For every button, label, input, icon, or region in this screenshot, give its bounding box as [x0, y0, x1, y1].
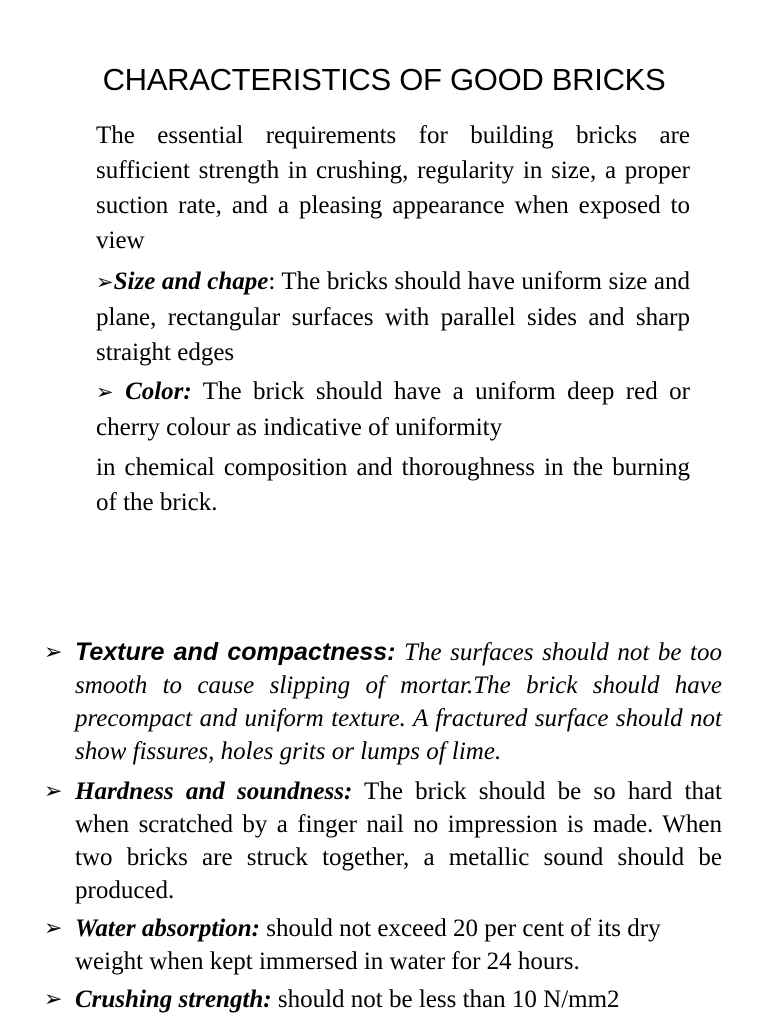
crushing-strength-item [44, 983, 722, 1016]
texture-item [44, 636, 722, 768]
water-absorption-item [44, 912, 722, 978]
color-item [96, 374, 690, 445]
arrow-bullet-icon: ➢ [44, 987, 63, 1012]
color-text: The brick should have a uniform deep red or cherry colour as indicative of uniformity [96, 378, 690, 441]
color-continued-paragraph: in chemical composition and thoroughness in the burning of the brick. [96, 454, 690, 516]
arrow-bullet-icon: ➢ [44, 916, 63, 941]
hardness-item [44, 775, 722, 907]
texture-text: The surfaces should not be too smooth to cause slipping of mortar.The brick should have precompact and uniform texture. A fractured surface should not show fissures, holes grits or lumps of lime. [75, 639, 722, 765]
crushing-label: Crushing strength: [75, 986, 272, 1013]
hardness-text: The brick should be so hard that when scratched by a finger nail no impression is made. When two bricks are struck together, a metallic sound should be produced. [75, 778, 722, 904]
arrow-bullet-icon: ➢ [96, 270, 114, 294]
page-title: CHARACTERISTICS OF GOOD BRICKS [102, 62, 666, 97]
size-shape-label: Size and chape [113, 268, 269, 295]
arrow-bullet-icon: ➢ [96, 380, 114, 404]
size-shape-item [96, 264, 690, 370]
intro-paragraph: The essential requirements for building bricks are sufficient strength in crushing, regularity in size, a proper suction rate, and a pleasing appearance when exposed to view [96, 122, 690, 254]
size-shape-separator: : [268, 268, 276, 295]
size-shape-text: The bricks should have uniform size and plane, rectangular surfaces with parallel sides and sharp straight edges [96, 268, 690, 366]
water-label: Water absorption: [75, 915, 260, 942]
texture-label: Texture and compactness: [75, 638, 396, 666]
crushing-text: should not be less than 10 N/mm2 [271, 986, 620, 1013]
water-text: should not exceed 20 per cent of its dry weight when kept immersed in water for 24 hours. [75, 915, 661, 975]
color-label: Color: [125, 378, 192, 405]
hardness-label: Hardness and soundness: [75, 778, 353, 805]
arrow-bullet-icon: ➢ [44, 779, 63, 804]
arrow-bullet-icon: ➢ [44, 640, 63, 665]
